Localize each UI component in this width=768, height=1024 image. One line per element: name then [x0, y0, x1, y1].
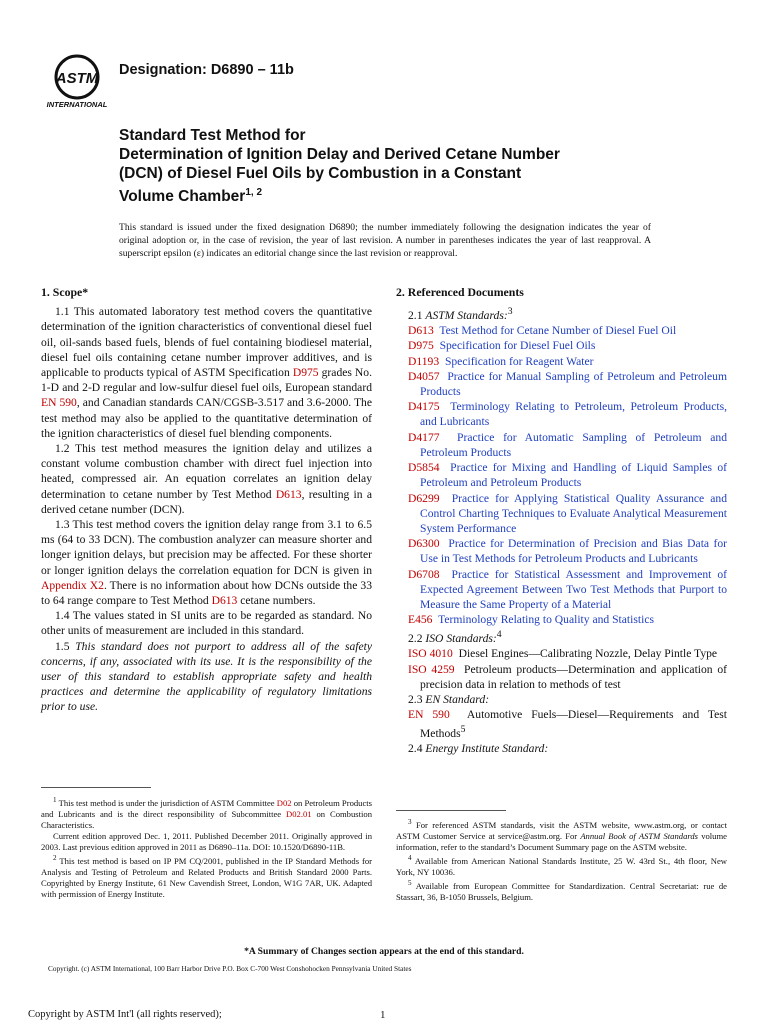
- link-en590[interactable]: EN 590: [41, 396, 77, 410]
- reference-code[interactable]: D4057: [408, 369, 440, 383]
- reference-item[interactable]: [396, 612, 727, 627]
- link-d02[interactable]: D02: [276, 797, 292, 808]
- reference-item[interactable]: [396, 646, 727, 661]
- link-d613[interactable]: D613: [275, 487, 302, 501]
- reference-title[interactable]: Practice for Automatic Sampling of Petroleum and Petroleum Products: [420, 430, 728, 459]
- reference-code[interactable]: ISO 4010: [408, 647, 453, 661]
- reference-code[interactable]: D4177: [408, 430, 440, 444]
- iso-reference-list: [396, 646, 727, 692]
- title-superscript: 1, 2: [245, 187, 263, 198]
- footnotes-left: [41, 787, 372, 901]
- reference-title[interactable]: Terminology Relating to Petroleum, Petroleum Products, and Lubricants: [420, 400, 728, 429]
- reference-title[interactable]: Practice for Manual Sampling of Petroleum and Petroleum Products: [420, 369, 727, 399]
- title-line-4: Volume Chamber: [119, 188, 246, 206]
- logo-subtext: INTERNATIONAL: [46, 100, 108, 109]
- link-d613[interactable]: D613: [211, 594, 238, 608]
- footnote-divider: [396, 810, 506, 811]
- footnotes-right: [396, 810, 727, 903]
- reference-title[interactable]: Practice for Mixing and Handling of Liquid Samples of Petroleum and Petroleum Products: [420, 461, 727, 490]
- reference-item[interactable]: [396, 399, 727, 429]
- title-line-2: Determination of Ignition Delay and Derived Cetane Number: [119, 146, 560, 163]
- footnote-4: $^4$ Available from American National Standards Institute, 25 W. 43rd St., 4th floor, New York, NY 10036.: [396, 854, 727, 878]
- reference-code[interactable]: D6300: [408, 537, 440, 551]
- reference-title[interactable]: Practice for Statistical Assessment and Improvement of Expected Agreement Between Two Test Methods that Purport to Measure the Same Property of a Material: [420, 567, 728, 611]
- reference-title[interactable]: Specification for Reagent Water: [444, 354, 594, 368]
- scope-para-1.2: 1.2 This test method measures the ignition delay and utilizes a constant volume combustion chamber with direct fuel injection into heated, compressed air. An equation correlates an ignition delay determination to cetane number by Test Method D613, resulting in a derived cetane number (DCN).: [41, 442, 372, 516]
- energy-institute-label: 2.4 Energy Institute Standard:: [408, 742, 549, 756]
- reference-code[interactable]: D6299: [408, 491, 440, 505]
- reference-title[interactable]: Practice for Determination of Precision and Bias Data for Use in Test Methods for Petroleum Products and Lubricants: [420, 537, 727, 566]
- reference-code[interactable]: D4175: [408, 400, 440, 414]
- footnote-5: $^5$ Available from European Committee for Standardization. Central Secretariat: rue de Stassart, 36, B-1050 Brussels, Belgium.: [396, 879, 728, 903]
- en-standard-label: 2.3 EN Standard:: [408, 693, 490, 706]
- reference-code[interactable]: D975: [408, 339, 434, 353]
- link-d975[interactable]: D975: [292, 366, 319, 380]
- reference-title[interactable]: Test Method for Cetane Number of Diesel Fuel Oil: [439, 324, 677, 338]
- reference-item[interactable]: [396, 491, 727, 537]
- reference-item[interactable]: [396, 369, 727, 399]
- references-section: [396, 285, 727, 757]
- reference-title[interactable]: Specification for Diesel Fuel Oils: [439, 339, 596, 353]
- reference-title[interactable]: Diesel Engines—Calibrating Nozzle, Delay Pintle Type: [458, 647, 718, 661]
- designation: Designation: D6890 – 11b: [119, 62, 294, 78]
- footnote-1-edition: Current edition approved Dec. 1, 2011. Published December 2011. Originally approved in 2003. Last previous edition approved in 2011 as D6890–11a. DOI: 10.1520/D6890-11B.: [41, 831, 372, 853]
- scope-para-1.5: 1.5 This standard does not purport to address all of the safety concerns, if any, associated with its use. It is the responsibility of the user of this standard to establish appropriate safety and health practices and determine the applicability of regulatory limitations prior to use.: [41, 639, 372, 714]
- astm-logo: [42, 52, 112, 110]
- reference-title[interactable]: Practice for Applying Statistical Quality Assurance and Control Charting Techniques to Evaluate Analytical Measurement System Performance: [420, 491, 728, 535]
- iso-standards-label: 2.2 ISO Standards:$^4$: [408, 629, 502, 646]
- intro-paragraph: This standard is issued under the fixed designation D6890; the number immediately following the designation indicates the year of original adoption or, in the case of revision, the year of last revision. A number in parentheses indicates the year of last reapproval. A superscript epsilon (ε) indicates an editorial change since the last revision or reapproval.: [119, 222, 651, 259]
- link-appendix-x2[interactable]: Appendix X2: [41, 578, 104, 592]
- reference-item[interactable]: [396, 536, 727, 566]
- scope-section: [41, 285, 372, 715]
- title-line-3: (DCN) of Diesel Fuel Oils by Combustion in a Constant: [119, 165, 522, 182]
- reference-code[interactable]: D5854: [408, 461, 440, 475]
- scope-para-1.4: 1.4 The values stated in SI units are to be regarded as standard. No other units of measurement are included in this standard.: [41, 609, 372, 638]
- title-line-1: Standard Test Method for: [119, 127, 306, 144]
- copyright-line: Copyright. (c) ASTM International, 100 Barr Harbor Drive P.O. Box C-700 West Conshohocken Pennsylvania United States: [48, 964, 412, 973]
- footer-copyright: Copyright by ASTM Int'l (all rights reserved);: [28, 1009, 222, 1020]
- reference-code[interactable]: D613: [408, 324, 434, 338]
- page-number: 1: [380, 1009, 386, 1021]
- reference-item[interactable]: [396, 460, 727, 490]
- reference-code[interactable]: ISO 4259: [408, 662, 455, 676]
- astm-standards-label: 2.1 ASTM Standards:$^3$: [408, 306, 513, 323]
- footnote-divider: [41, 787, 151, 788]
- reference-item[interactable]: [396, 662, 727, 692]
- footnote-1: $^1$ This test method is under the jurisdiction of ASTM Committee D02 on Petroleum Products and Lubricants and is the direct responsibility of Subcommittee D02.01 on Combustion Characteristics.: [41, 796, 373, 831]
- scope-heading: 1. Scope*: [41, 285, 89, 299]
- reference-item[interactable]: [396, 323, 727, 338]
- footnote-2: $^2$ This test method is based on IP PM CQ/2001, published in the IP Standard Methods for Analysis and Testing of Petroleum and Related Products and British Standard 2000 Parts. Copyrighted by Energy Institute, 61 New Cavendish Street, London, W1G 7AR, UK. Adapted with permission of Energy Institute.: [41, 854, 372, 900]
- reference-code[interactable]: D1193: [408, 354, 440, 368]
- logo-text: ASTM: [55, 70, 99, 87]
- document-title: [119, 127, 679, 206]
- scope-para-1.3: 1.3 This test method covers the ignition delay range from 3.1 to 6.5 ms (64 to 33 DCN). The combustion analyzer can measure shorter and longer ignition delays, but precision may be affected. For these shorter or longer ignition delays the correlation equation for DCN is given in Appendix X2. There is no information about how DCNs outside the 33 to 64 range compare to Test Method D613 cetane numbers.: [41, 518, 373, 608]
- reference-title[interactable]: Terminology Relating to Quality and Statistics: [438, 613, 654, 627]
- summary-note: *A Summary of Changes section appears at the end of this standard.: [244, 946, 524, 957]
- reference-item[interactable]: [396, 430, 727, 460]
- reference-item[interactable]: EN 590 Automotive Fuels—Diesel—Requirements and Test Methods$^5$: [408, 708, 727, 741]
- reference-title[interactable]: Petroleum products—Determination and application of precision data in relation to methods of test: [420, 662, 727, 691]
- references-heading: 2. Referenced Documents: [396, 285, 524, 299]
- reference-item[interactable]: [396, 338, 727, 353]
- reference-code[interactable]: D6708: [408, 567, 440, 581]
- reference-item[interactable]: [396, 567, 727, 613]
- astm-reference-list: [396, 323, 727, 627]
- scope-para-1.1: 1.1 This automated laboratory test method covers the quantitative determination of the ignition characteristics of conventional diesel fuel oil, oil-sands based fuels, blends of fuel containing biodiesel material, diesel fuel oils containing cetane number improver additives, and is applicable to products typical of ASTM Specification D975 grades No. 1-D and 2-D regular and low-sulfur diesel fuel oils, European standard EN 590, and Canadian standards CAN/CGSB-3.517 and 3.6-2000. The test method may also be applied to the quantitative determination of the ignition characteristics of diesel fuel blending components.: [41, 305, 373, 440]
- reference-code[interactable]: E456: [408, 613, 433, 627]
- footnote-3: $^3$ For referenced ASTM standards, visit the ASTM website, www.astm.org, or contact ASTM Customer Service at service@astm.org. For Annual Book of ASTM Standards volume information, refer to the standard’s Document Summary page on the ASTM website.: [396, 818, 727, 853]
- link-d02-01[interactable]: D02.01: [286, 808, 312, 819]
- reference-item[interactable]: [396, 354, 727, 369]
